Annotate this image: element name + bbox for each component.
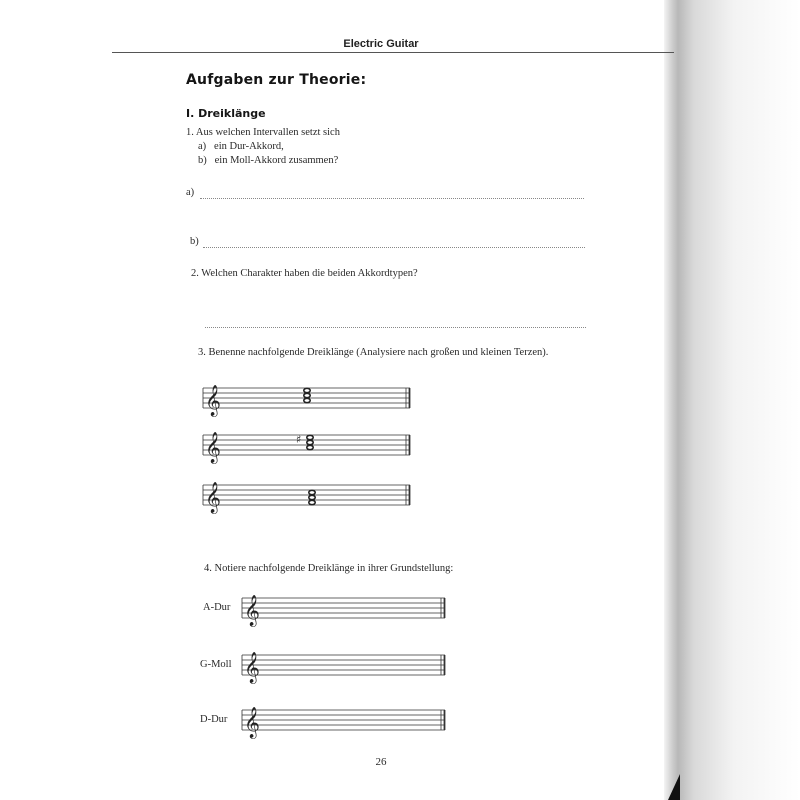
question-2: 2. Welchen Charakter haben die beiden Akkordtypen?: [191, 268, 418, 279]
question-1-b: b) ein Moll-Akkord zusammen?: [198, 155, 339, 166]
staff-q3-3: [203, 485, 410, 505]
chord-notes-2: [307, 435, 313, 449]
treble-clef-icon: 𝄞: [244, 707, 260, 738]
question-1: 1. Aus welchen Intervallen setzt sich: [186, 127, 340, 138]
running-header: Electric Guitar: [343, 38, 419, 50]
treble-clef-icon: 𝄞: [205, 385, 221, 416]
staff-q4-2: [242, 655, 445, 675]
page-number: 26: [375, 756, 387, 768]
section-title: Aufgaben zur Theorie:: [186, 72, 367, 88]
staff-q4-1: [242, 598, 445, 618]
chord-label-a-dur: A-Dur: [203, 602, 231, 613]
answer-b-label: b): [190, 236, 199, 247]
chord-notes-3: [309, 490, 315, 504]
answer-a-label: a): [186, 187, 195, 198]
chord-notes-1: [304, 388, 310, 402]
question-3: 3. Benenne nachfolgende Dreiklänge (Analysiere nach großen und kleinen Terzen).: [198, 347, 549, 358]
question-1-a: a) ein Dur-Akkord,: [198, 141, 284, 152]
chord-label-g-moll: G-Moll: [200, 659, 232, 670]
treble-clef-icon: 𝄞: [244, 652, 260, 683]
question-4: 4. Notiere nachfolgende Dreiklänge in ihrer Grundstellung:: [204, 563, 454, 574]
treble-clef-icon: 𝄞: [205, 432, 221, 463]
chord-label-d-dur: D-Dur: [200, 714, 228, 725]
staff-q4-3: [242, 710, 445, 730]
sharp-icon: ♯: [296, 433, 302, 446]
subsection-title: I. Dreiklänge: [186, 107, 266, 120]
treble-clef-icon: 𝄞: [205, 482, 221, 513]
treble-clef-icon: 𝄞: [244, 595, 260, 626]
